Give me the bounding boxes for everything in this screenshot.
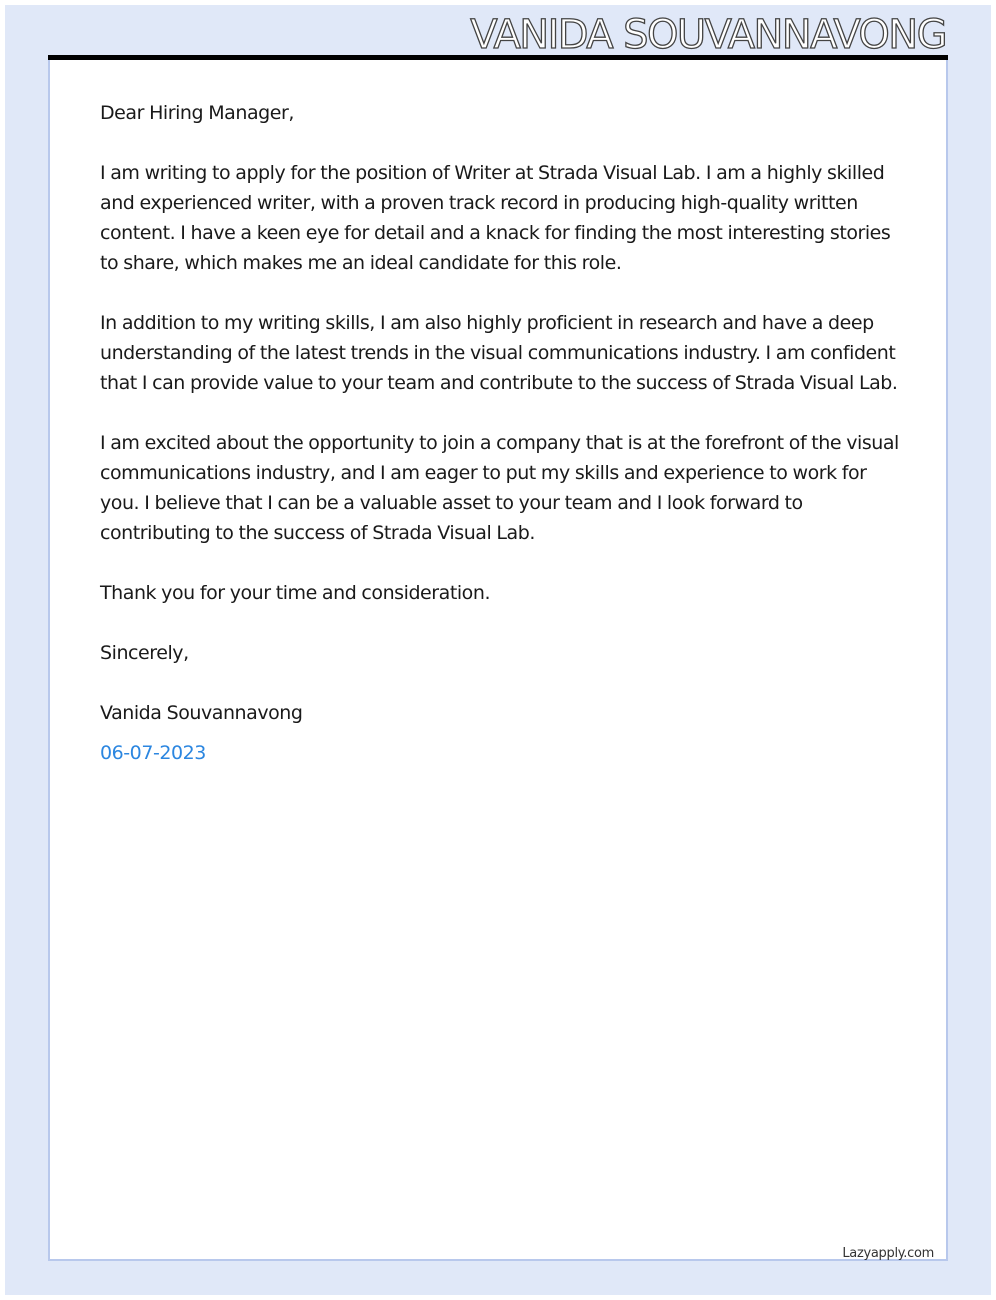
- paragraph-thanks: Thank you for your time and consideration.: [100, 582, 491, 604]
- letter-date: 06-07-2023: [100, 742, 206, 764]
- paragraph-intro: I am writing to apply for the position of Writer at Strada Visual Lab. I am a highly skilled and experienced writer, with a proven track record in producing high-quality written content. I have a keen eye for detail and a knack for finding the most interesting stories to share, which makes me an ideal candidate for this role.: [100, 162, 891, 274]
- cover-letter-body: [100, 98, 900, 768]
- closing: Sincerely,: [100, 642, 189, 664]
- salutation: Dear Hiring Manager,: [100, 102, 294, 124]
- footer-credit: Lazyapply.com: [842, 1246, 934, 1261]
- paragraph-motivation: I am excited about the opportunity to join a company that is at the forefront of the visual communications industry, and I am eager to put my skills and experience to work for you. I believe that I can be a valuable asset to your team and I look forward to contributing to the success of Strada Visual Lab.: [100, 432, 899, 544]
- applicant-name-heading: VANIDA SOUVANNAVONG: [470, 12, 946, 58]
- paragraph-skills: In addition to my writing skills, I am also highly proficient in research and have a deep understanding of the latest trends in the visual communications industry. I am confident that I can provide value to your team and contribute to the success of Strada Visual Lab.: [100, 312, 898, 394]
- signature-name: Vanida Souvannavong: [100, 702, 303, 724]
